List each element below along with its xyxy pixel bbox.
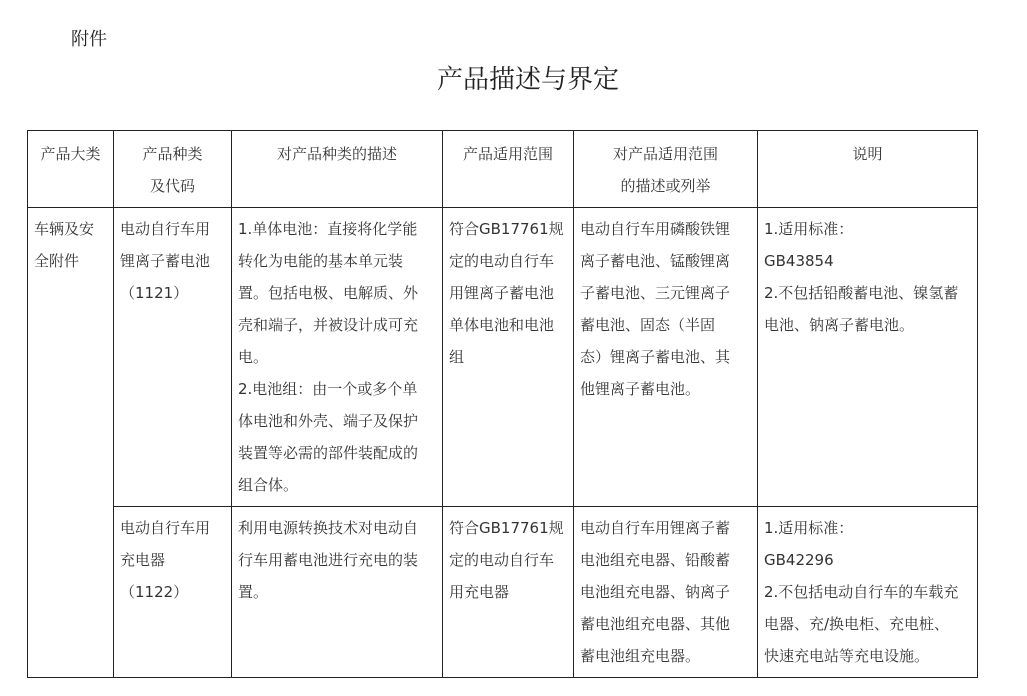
cell-notes: 1.适用标准： GB42296 2.不包括电动自行车的车载充 电器、充/换电柜、充电桩、 快速充电站等充电设施。	[758, 507, 978, 678]
table-row	[28, 507, 978, 678]
cell-scope-description: 电动自行车用锂离子蓄 电池组充电器、铅酸蓄 电池组充电器、钠离子 蓄电池组充电器、其他 蓄电池组充电器。	[574, 507, 758, 678]
header-product-type-code: 产品种类 及代码	[114, 131, 232, 208]
cell-scope-description: 电动自行车用磷酸铁锂 离子蓄电池、锰酸锂离 子蓄电池、三元锂离子 蓄电池、固态（半固 态）锂离子蓄电池、其 他锂离子蓄电池。	[574, 208, 758, 507]
cell-applicable-scope: 符合GB17761规 定的电动自行车 用锂离子蓄电池 单体电池和电池 组	[443, 208, 574, 507]
cell-applicable-scope: 符合GB17761规 定的电动自行车 用充电器	[443, 507, 574, 678]
header-applicable-scope: 产品适用范围	[443, 131, 574, 208]
cell-notes: 1.适用标准： GB43854 2.不包括铅酸蓄电池、镍氢蓄 电池、钠离子蓄电池。	[758, 208, 978, 507]
header-notes: 说明	[758, 131, 978, 208]
product-definition-table	[27, 130, 978, 678]
attachment-label: 附件	[71, 29, 107, 50]
table-header-row	[28, 131, 978, 208]
table-row	[28, 208, 978, 507]
cell-product-type: 电动自行车用 充电器 （1122）	[114, 507, 232, 678]
header-scope-description: 对产品适用范围 的描述或列举	[574, 131, 758, 208]
document-title: 产品描述与界定	[436, 65, 619, 95]
cell-type-description: 利用电源转换技术对电动自 行车用蓄电池进行充电的装 置。	[232, 507, 443, 678]
header-product-category: 产品大类	[28, 131, 114, 208]
cell-product-type: 电动自行车用 锂离子蓄电池 （1121）	[114, 208, 232, 507]
cell-product-category: 车辆及安 全附件	[28, 208, 114, 678]
cell-type-description: 1.单体电池：直接将化学能 转化为电能的基本单元装 置。包括电极、电解质、外 壳和端子，并被设计成可充 电。 2.电池组：由一个或多个单 体电池和外壳、端子及保护 装置等必需的部件装配成的 组合体。	[232, 208, 443, 507]
header-type-description: 对产品种类的描述	[232, 131, 443, 208]
